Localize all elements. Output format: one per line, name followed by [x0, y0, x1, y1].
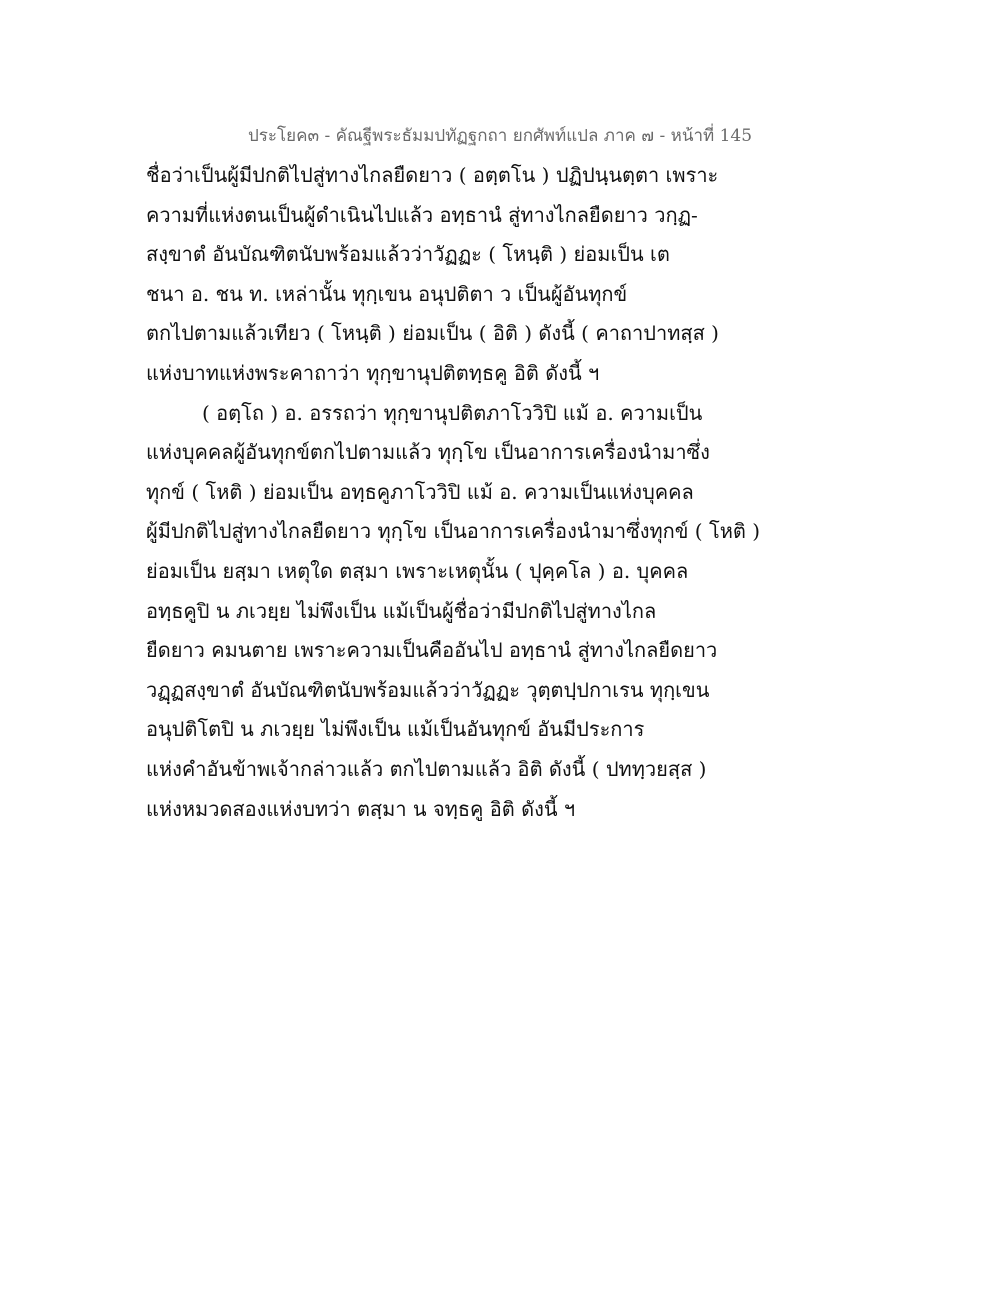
paragraph-1 — [146, 156, 766, 394]
text-line: อทฺธคูปิ น ภเวยฺย ไม่พึงเป็น แม้เป็นผู้ชื่อว่ามีปกติไปสู่ทางไกล — [146, 598, 657, 623]
text-line: ยืดยาว คมนตาย เพราะความเป็นคืออันไป อทฺธานํ สู่ทางไกลยืดยาว — [146, 638, 718, 663]
text-line: ( อตฺโถ ) อ. อรรถว่า ทุกฺขานุปติตภาโววิปิ แม้ อ. ความเป็น — [202, 400, 703, 425]
text-line: ชนา อ. ชน ท. เหล่านั้น ทุกฺเขน อนุปติตา ว เป็นผู้อันทุกข์ — [146, 281, 628, 306]
text-line: อนุปติโตปิ น ภเวยฺย ไม่พึงเป็น แม้เป็นอันทุกข์ อันมีประการ — [146, 717, 645, 742]
text-line: ความที่แห่งตนเป็นผู้ดำเนินไปแล้ว อทฺธานํ สู่ทางไกลยืดยาว วกฺฏ- — [146, 202, 698, 227]
text-line: ย่อมเป็น ยสฺมา เหตุใด ตสฺมา เพราะเหตุนั้น ( ปุคฺคโล ) อ. บุคคล — [146, 558, 689, 583]
paragraph-2 — [146, 394, 766, 830]
text-line: สงฺขาตํ อันบัณฑิตนับพร้อมแล้วว่าวัฏฏะ ( โหนฺติ ) ย่อมเป็น เต — [146, 242, 670, 267]
running-header: ประโยค๓ - คัณฐีพระธัมมปทัฏฐกถา ยกศัพท์แปล ภาค ๗ - หน้าที่ 145 — [247, 126, 753, 146]
text-line: แห่งหมวดสองแห่งบทว่า ตสฺมา น จทฺธคู อิติ ดังนี้ ฯ — [146, 796, 576, 821]
text-line: แห่งบาทแห่งพระคาถาว่า ทุกฺขานุปติตทฺธคู อิติ ดังนี้ ฯ — [146, 360, 600, 385]
text-line: ชื่อว่าเป็นผู้มีปกติไปสู่ทางไกลยืดยาว ( อตฺตโน ) ปฏิปนฺนตฺตา เพราะ — [146, 163, 719, 187]
text-line: แห่งคำอันข้าพเจ้ากล่าวแล้ว ตกไปตามแล้ว อิติ ดังนี้ ( ปททฺวยสฺส ) — [146, 756, 707, 781]
text-line: ผู้มีปกติไปสู่ทางไกลยืดยาว ทุกฺโข เป็นอาการเครื่องนำมาซึ่งทุกข์ ( โหติ ) — [146, 519, 761, 544]
body-text — [146, 156, 766, 829]
text-line: แห่งบุคคลผู้อันทุกข์ตกไปตามแล้ว ทุกฺโข เป็นอาการเครื่องนำมาซึ่ง — [146, 440, 710, 465]
text-line: ทุกข์ ( โหติ ) ย่อมเป็น อทฺธคูภาโววิปิ แม้ อ. ความเป็นแห่งบุคคล — [146, 479, 694, 504]
text-line: ตกไปตามแล้วเทียว ( โหนฺติ ) ย่อมเป็น ( อิติ ) ดังนี้ ( คาถาปาทสฺส ) — [146, 321, 719, 346]
text-line: วฏฺฏสงฺขาตํ อันบัณฑิตนับพร้อมแล้วว่าวัฏฏะ วุตฺตปฺปกาเรน ทุกฺเขน — [146, 677, 710, 702]
